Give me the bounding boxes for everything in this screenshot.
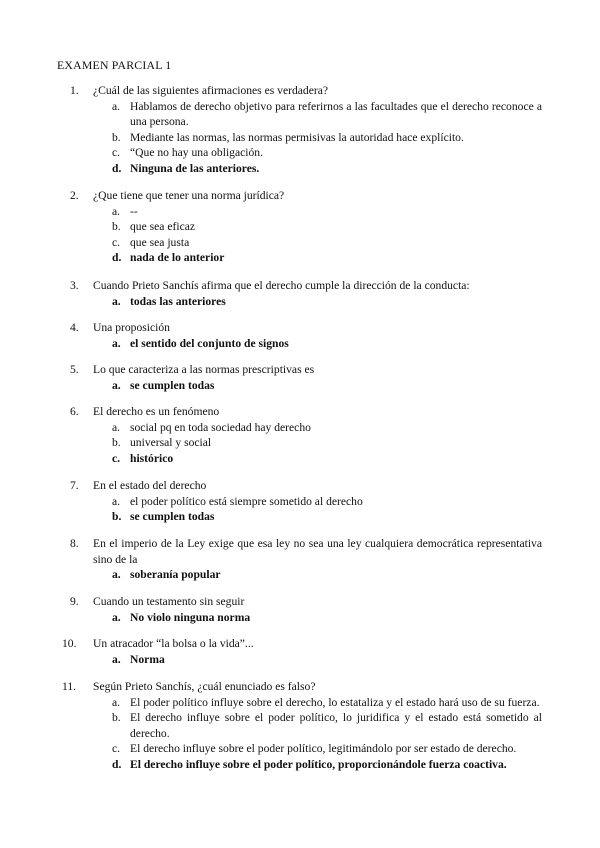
question-1	[0, 83, 600, 177]
option	[0, 130, 600, 146]
question-8	[0, 536, 600, 583]
option-correct	[0, 378, 600, 394]
option-letter: a.	[112, 695, 121, 709]
question-text	[0, 278, 600, 294]
question-number: 2.	[70, 189, 79, 202]
question-5	[0, 362, 600, 393]
option-text: se cumplen todas	[130, 510, 215, 524]
question-10	[0, 636, 600, 667]
option-correct	[0, 652, 600, 668]
option-letter: b.	[112, 220, 121, 234]
question-text	[0, 83, 600, 99]
question-4	[0, 320, 600, 351]
option-text: El poder político influye sobre el derecho, lo estataliza y el estado hará uso de su fuerza.	[130, 695, 540, 709]
question-label: En el imperio de la Ley exige que esa ley no sea una ley cualquiera democrática representativa sino de la	[93, 537, 542, 566]
question-text	[0, 188, 600, 204]
question-label: Una proposición	[93, 321, 170, 334]
option-letter: a.	[112, 99, 121, 113]
option-correct	[0, 757, 600, 773]
option-correct	[0, 161, 600, 177]
question-label: En el estado del derecho	[93, 479, 207, 492]
option-correct	[0, 509, 600, 525]
option-text: nada de lo anterior	[130, 251, 225, 265]
question-6	[0, 404, 600, 466]
option-text: soberanía popular	[130, 568, 221, 582]
option-letter: a.	[112, 610, 121, 624]
option-text: social pq en toda sociedad hay derecho	[130, 420, 311, 434]
option-letter: a.	[112, 420, 121, 434]
option-text: todas las anteriores	[130, 294, 226, 308]
option	[0, 741, 600, 757]
option-correct	[0, 336, 600, 352]
option-letter: a.	[112, 204, 121, 218]
question-9	[0, 594, 600, 625]
option-letter: d.	[112, 251, 122, 265]
question-number: 6.	[70, 405, 79, 418]
question-number: 7.	[70, 479, 79, 492]
option-text: el sentido del conjunto de signos	[130, 336, 289, 350]
option	[0, 219, 600, 235]
question-text	[0, 478, 600, 494]
question-text	[0, 636, 600, 652]
question-text	[0, 362, 600, 378]
option-text: universal y social	[130, 436, 212, 450]
option-letter: a.	[112, 378, 121, 392]
option-letter: a.	[112, 336, 121, 350]
question-11	[0, 679, 600, 773]
question-text	[0, 320, 600, 336]
option-letter: c.	[112, 146, 121, 160]
option	[0, 710, 600, 741]
option-letter: a.	[112, 652, 121, 666]
option-letter: d.	[112, 161, 122, 175]
question-text	[0, 679, 600, 695]
option-letter: b.	[112, 130, 121, 144]
option-text: El derecho influye sobre el poder político, lo juridifica y el estado está sometido al derecho.	[130, 711, 542, 740]
question-text	[0, 594, 600, 610]
question-label: Cuando un testamento sin seguir	[93, 595, 245, 608]
option-letter: d.	[112, 757, 122, 771]
question-number: 1.	[70, 84, 79, 97]
question-number: 5.	[70, 363, 79, 376]
question-label: Cuando Prieto Sanchís afirma que el derecho cumple la dirección de la conducta:	[93, 279, 470, 292]
option-correct	[0, 294, 600, 310]
option-text: que sea eficaz	[130, 220, 196, 234]
option-text: Ninguna de las anteriores.	[130, 161, 260, 175]
option-letter: a.	[112, 568, 121, 582]
question-label: Un atracador “la bolsa o la vida”...	[93, 637, 254, 650]
question-label: Según Prieto Sanchís, ¿cuál enunciado es falso?	[93, 680, 316, 693]
option-text: --	[130, 204, 138, 218]
option-text: el poder político está siempre sometido al derecho	[130, 494, 363, 508]
option	[0, 99, 600, 130]
question-text	[0, 404, 600, 420]
question-label: ¿Cuál de las siguientes afirmaciones es verdadera?	[93, 84, 328, 97]
question-number: 9.	[70, 595, 79, 608]
option-letter: c.	[112, 742, 121, 756]
option-letter: b.	[112, 436, 121, 450]
option	[0, 204, 600, 220]
option	[0, 420, 600, 436]
exam-title: EXAMEN PARCIAL 1	[57, 58, 172, 72]
option-text: se cumplen todas	[130, 378, 215, 392]
option-letter: b.	[112, 711, 121, 725]
question-number: 8.	[70, 537, 79, 550]
option-letter: b.	[112, 510, 122, 524]
option-text: histórico	[130, 451, 174, 465]
option-text: “Que no hay una obligación.	[130, 146, 263, 160]
option-text: Hablamos de derecho objetivo para referirnos a las facultades que el derecho reconoce a una persona.	[130, 99, 542, 129]
question-2	[0, 188, 600, 266]
question-number: 11.	[62, 680, 77, 693]
option-correct	[0, 610, 600, 626]
option-text: El derecho influye sobre el poder político, proporcionándole fuerza coactiva.	[130, 757, 507, 771]
option-text: Norma	[130, 652, 165, 666]
option	[0, 494, 600, 510]
option	[0, 695, 600, 711]
option-correct	[0, 567, 600, 583]
option-correct	[0, 451, 600, 467]
option-text: que sea justa	[130, 235, 190, 249]
option-letter: c.	[112, 235, 121, 249]
option	[0, 435, 600, 451]
question-number: 10.	[62, 637, 77, 650]
option-letter: c.	[112, 451, 121, 465]
option-text: No violo ninguna norma	[130, 610, 251, 624]
question-number: 4.	[70, 321, 79, 334]
option	[0, 235, 600, 251]
option-text: El derecho influye sobre el poder político, legitimándolo por ser estado de derecho.	[130, 742, 517, 756]
option-letter: a.	[112, 294, 121, 308]
question-text	[0, 536, 600, 567]
option-letter: a.	[112, 494, 121, 508]
question-number: 3.	[70, 279, 79, 292]
question-7	[0, 478, 600, 525]
question-3	[0, 278, 600, 309]
option-text: Mediante las normas, las normas permisivas la autoridad hace explícito.	[130, 130, 464, 144]
option-correct	[0, 250, 600, 266]
question-label: El derecho es un fenómeno	[93, 405, 220, 418]
question-label: ¿Que tiene que tener una norma jurídica?	[93, 189, 285, 202]
question-label: Lo que caracteriza a las normas prescriptivas es	[93, 363, 315, 376]
option	[0, 145, 600, 161]
